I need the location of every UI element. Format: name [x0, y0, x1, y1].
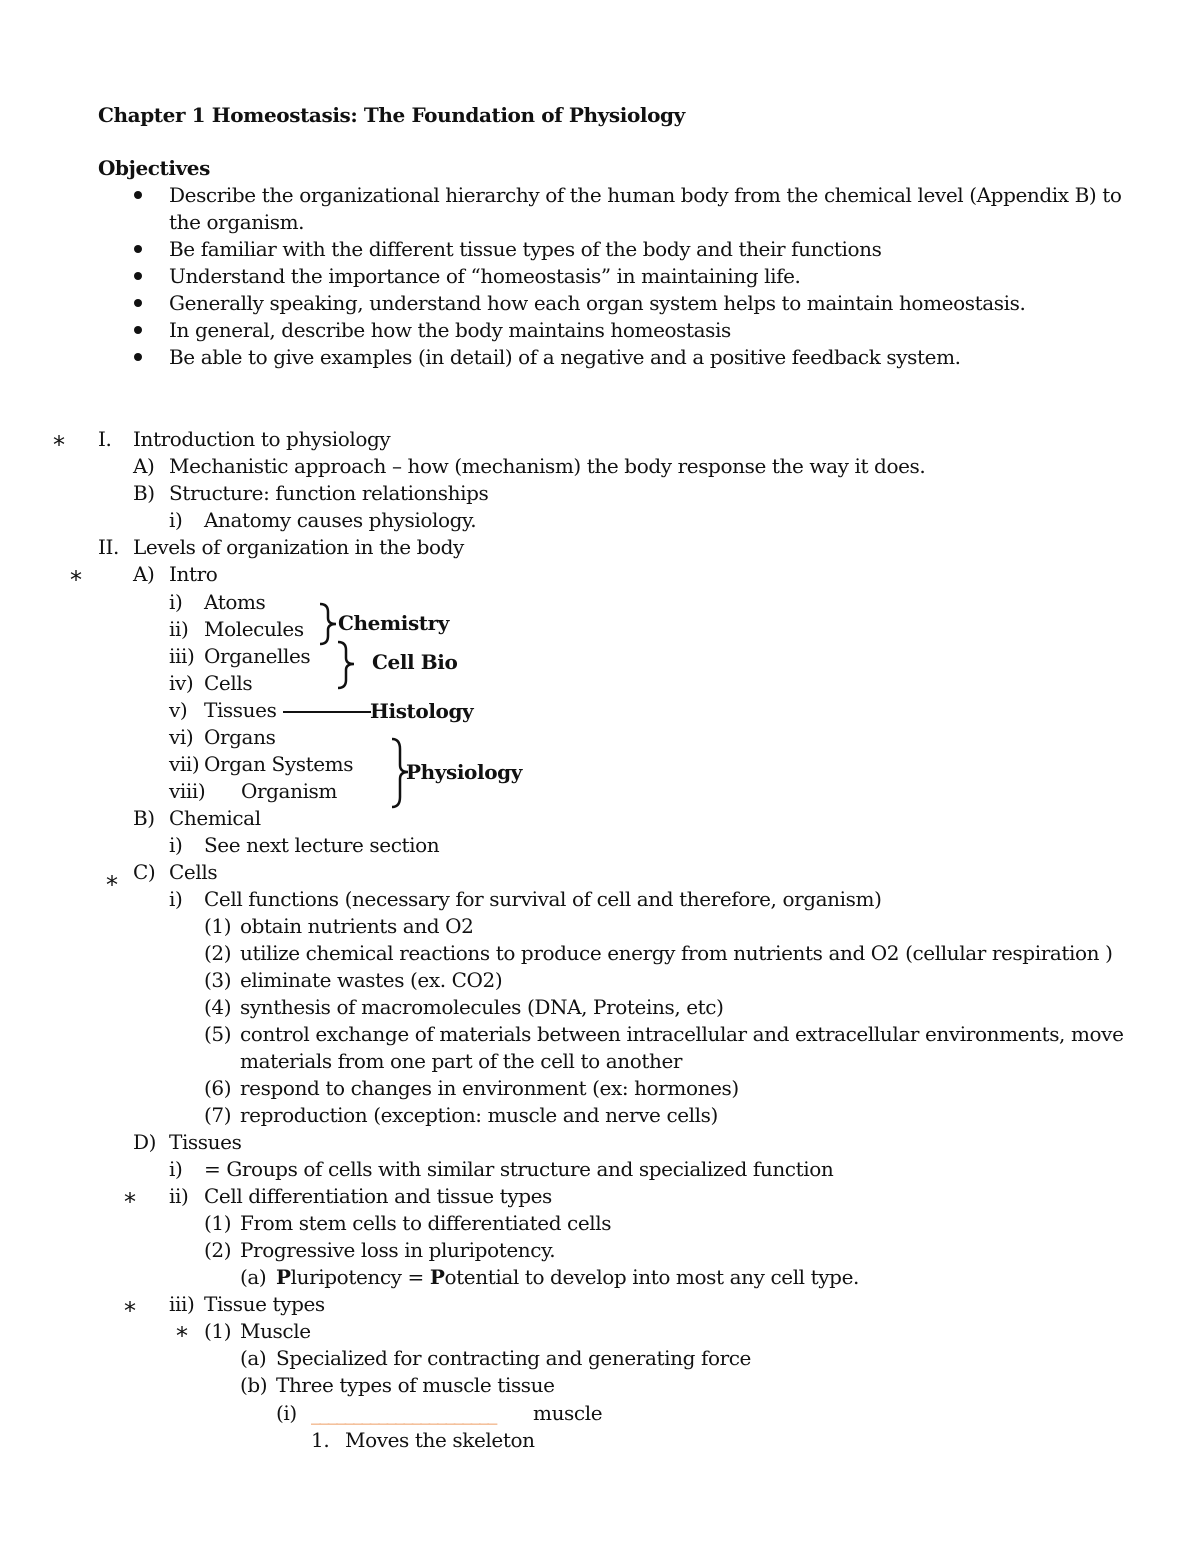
cell-function-item: reproduction (exception: muscle and nerve cells)	[240, 1103, 718, 1127]
objective-item: In general, describe how the body maintains homeostasis	[169, 318, 731, 342]
outline-item: See next lecture section	[204, 833, 440, 857]
outline-number: iii)	[169, 1292, 195, 1316]
outline-item: Structure: function relationships	[169, 481, 489, 505]
objective-item: Be able to give examples (in detail) of a negative and a positive feedback system.	[169, 345, 961, 369]
cell-function-item: eliminate wastes (ex. CO2)	[240, 968, 503, 992]
outline-number: (2)	[204, 1238, 232, 1262]
outline-item: Mechanistic approach – how (mechanism) the body response the way it does.	[169, 454, 926, 478]
level-item: Atoms	[204, 590, 266, 614]
outline-item: = Groups of cells with similar structure and specialized function	[204, 1157, 834, 1181]
outline-item: Cell functions (necessary for survival of cell and therefore, organism)	[204, 887, 882, 911]
level-number: viii)	[169, 779, 206, 803]
bullet-icon	[134, 326, 142, 334]
outline-item: Cell differentiation and tissue types	[204, 1184, 552, 1208]
outline-item: Chemical	[169, 806, 261, 830]
physiology-label: Physiology	[406, 760, 522, 784]
outline-number: i)	[169, 508, 183, 532]
outline-item: Cells	[169, 860, 218, 884]
outline-number: (a)	[240, 1346, 267, 1370]
pluripotency-definition	[276, 1265, 859, 1289]
outline-number: ii)	[169, 1184, 189, 1208]
outline-number: i)	[169, 887, 183, 911]
cell-function-item: obtain nutrients and O2	[240, 914, 474, 938]
outline-item: Tissues	[169, 1130, 242, 1154]
level-item: Cells	[204, 671, 253, 695]
star-marker: *	[70, 566, 82, 594]
bullet-icon	[134, 353, 142, 361]
level-number: i)	[169, 590, 183, 614]
level-number: iii)	[169, 644, 195, 668]
level-number: iv)	[169, 671, 194, 695]
cell-function-item: respond to changes in environment (ex: hormones)	[240, 1076, 739, 1100]
cell-function-number: (2)	[204, 941, 232, 965]
outline-number: B)	[133, 806, 155, 830]
histology-connector-line	[283, 711, 371, 713]
outline-item: From stem cells to differentiated cells	[240, 1211, 612, 1235]
cell-function-item: control exchange of materials between intracellular and extracellular environments, move	[240, 1022, 1124, 1046]
outline-number: II.	[98, 535, 119, 559]
outline-item: Three types of muscle tissue	[276, 1373, 555, 1397]
outline-heading: Levels of organization in the body	[133, 535, 464, 559]
bullet-icon	[134, 245, 142, 253]
level-item: Organism	[241, 779, 337, 803]
bold-letter: P	[276, 1265, 291, 1289]
outline-number: (a)	[240, 1265, 267, 1289]
outline-number: D)	[133, 1130, 157, 1154]
objectives-heading: Objectives	[98, 156, 210, 180]
definition-part: otential to develop into most any cell type.	[444, 1265, 859, 1289]
objective-item: Describe the organizational hierarchy of the human body from the chemical level (Appendix B) to	[169, 183, 1122, 207]
star-marker: *	[124, 1297, 136, 1325]
outline-number: (1)	[204, 1211, 232, 1235]
cell-function-number: (3)	[204, 968, 232, 992]
level-number: ii)	[169, 617, 189, 641]
outline-item: Anatomy causes physiology.	[204, 508, 477, 532]
cell-function-item: synthesis of macromolecules (DNA, Proteins, etc)	[240, 995, 724, 1019]
cell-function-number: (4)	[204, 995, 232, 1019]
cell-function-number: (6)	[204, 1076, 232, 1100]
outline-item: Intro	[169, 562, 218, 586]
bullet-icon	[134, 272, 142, 280]
level-item: Tissues	[204, 698, 277, 722]
outline-item: muscle	[533, 1401, 603, 1425]
definition-part: luripotency =	[290, 1265, 430, 1289]
outline-item: Moves the skeleton	[345, 1428, 535, 1452]
outline-item: Specialized for contracting and generating force	[276, 1346, 751, 1370]
star-marker: *	[106, 871, 118, 899]
page-title: Chapter 1 Homeostasis: The Foundation of Physiology	[98, 103, 685, 127]
cell-function-number: (1)	[204, 914, 232, 938]
outline-number: A)	[133, 562, 155, 586]
outline-item: Tissue types	[204, 1292, 325, 1316]
outline-number: (b)	[240, 1373, 268, 1397]
star-marker: *	[176, 1322, 188, 1350]
level-number: vii)	[169, 752, 200, 776]
level-item: Organ Systems	[204, 752, 354, 776]
objective-item-continued: the organism.	[169, 210, 305, 234]
outline-number: A)	[133, 454, 155, 478]
level-item: Molecules	[204, 617, 304, 641]
outline-number: (1)	[204, 1319, 232, 1343]
objective-item: Be familiar with the different tissue types of the body and their functions	[169, 237, 882, 261]
fill-in-blank[interactable]: ______________________	[311, 1401, 496, 1425]
outline-number: (i)	[276, 1401, 297, 1425]
outline-item: Muscle	[240, 1319, 311, 1343]
bold-letter: P	[429, 1265, 445, 1289]
objective-item: Generally speaking, understand how each organ system helps to maintain homeostasis.	[169, 291, 1026, 315]
cell-function-item: utilize chemical reactions to produce energy from nutrients and O2 (cellular respiration )	[240, 941, 1113, 965]
outline-number: B)	[133, 481, 155, 505]
level-item: Organs	[204, 725, 276, 749]
level-number: v)	[169, 698, 188, 722]
star-marker: *	[124, 1188, 136, 1216]
outline-item: Progressive loss in pluripotency.	[240, 1238, 556, 1262]
cell-bio-brace-icon	[330, 638, 370, 692]
outline-number: i)	[169, 1157, 183, 1181]
outline-number: C)	[133, 860, 156, 884]
chemistry-label: Chemistry	[338, 611, 449, 635]
outline-number: 1.	[311, 1428, 330, 1452]
bullet-icon	[134, 299, 142, 307]
cell-function-number: (7)	[204, 1103, 232, 1127]
cell-function-number: (5)	[204, 1022, 232, 1046]
histology-label: Histology	[370, 699, 474, 723]
star-marker: *	[53, 431, 65, 459]
outline-heading: Introduction to physiology	[133, 427, 391, 451]
level-number: vi)	[169, 725, 194, 749]
objective-item: Understand the importance of “homeostasis” in maintaining life.	[169, 264, 801, 288]
level-item: Organelles	[204, 644, 311, 668]
outline-number: i)	[169, 833, 183, 857]
bullet-icon	[134, 191, 142, 199]
cell-function-item-continued: materials from one part of the cell to another	[240, 1049, 683, 1073]
cell-bio-label: Cell Bio	[372, 650, 458, 674]
outline-number: I.	[98, 427, 112, 451]
